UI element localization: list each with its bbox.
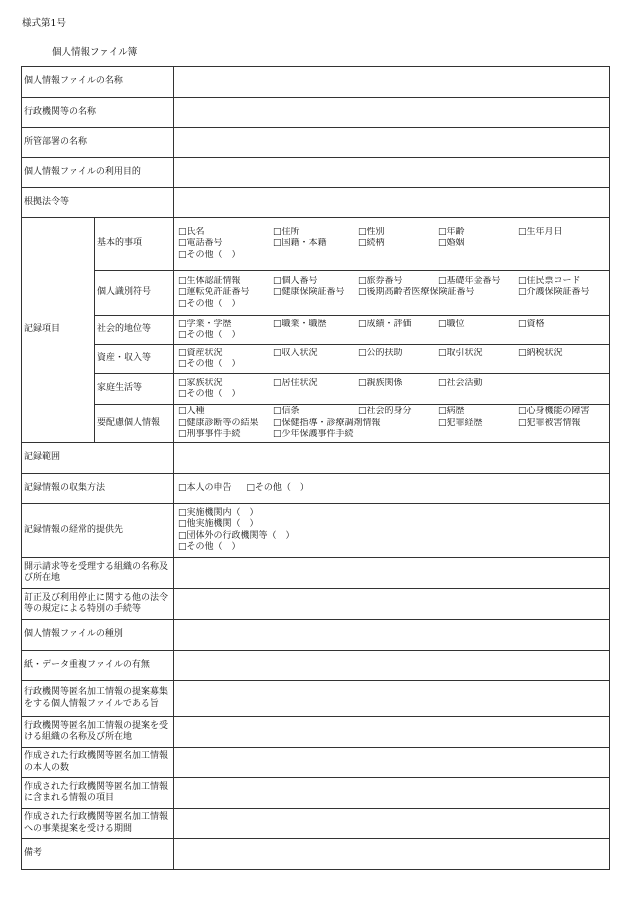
checkbox-option[interactable]: □犯罪経歴: [438, 417, 483, 428]
field-department[interactable]: [174, 128, 610, 158]
checkbox-option[interactable]: □成績・評価: [358, 318, 412, 329]
table-row: [22, 345, 610, 374]
table-row: [22, 504, 610, 558]
row-label-legal-basis: 根拠法令等: [22, 188, 174, 218]
field-file-type[interactable]: [174, 620, 610, 651]
checkbox-option[interactable]: □社会的身分: [358, 406, 412, 417]
row-label-purpose: 個人情報ファイルの利用目的: [22, 158, 174, 188]
category-label-basic: 基本的事項: [95, 218, 174, 271]
row-label-department: 所管部署の名称: [22, 128, 174, 158]
options-family: [174, 374, 610, 405]
checkbox-option[interactable]: □刑事事件手続: [178, 429, 241, 440]
checkbox-option[interactable]: □信条: [273, 406, 300, 417]
row-label-anon-proposal-org: 行政機関等匿名加工情報の提案を受ける組織の名称及び所在地: [22, 717, 174, 748]
checkbox-option[interactable]: □生年月日: [518, 226, 563, 237]
options-basic: [174, 218, 610, 271]
table-row: [22, 128, 610, 158]
field-agency-name[interactable]: [174, 98, 610, 128]
table-row: [22, 651, 610, 681]
checkbox-option[interactable]: □収入状況: [273, 347, 318, 358]
checkbox-option[interactable]: □健康診断等の結果: [178, 417, 259, 428]
checkbox-option[interactable]: □生体認証情報: [178, 275, 241, 286]
row-label-record-scope: 記録範囲: [22, 443, 174, 474]
checkbox-option[interactable]: □犯罪被害情報: [518, 417, 581, 428]
field-disclosure-org[interactable]: [174, 558, 610, 589]
table-row: [22, 839, 610, 870]
checkbox-option[interactable]: □少年保護事件手続: [273, 429, 354, 440]
checkbox-option[interactable]: □資格: [518, 318, 545, 329]
checkbox-option[interactable]: □職位: [438, 318, 465, 329]
category-label-identifier: 個人識別符号: [95, 271, 174, 316]
table-row: [22, 778, 610, 809]
row-label-disclosure-org: 開示請求等を受理する組織の名称及び所在地: [22, 558, 174, 589]
checkbox-option[interactable]: □心身機能の障害: [518, 406, 590, 417]
row-label-file-type: 個人情報ファイルの種別: [22, 620, 174, 651]
field-record-scope[interactable]: [174, 443, 610, 474]
checkbox-option[interactable]: □その他（ ）: [178, 330, 241, 340]
checkbox-option[interactable]: □納税状況: [518, 347, 563, 358]
field-anon-proposal-file[interactable]: [174, 681, 610, 717]
form-number: 様式第1号: [22, 18, 67, 29]
checkbox-option[interactable]: □職業・職歴: [273, 318, 327, 329]
checkbox-option[interactable]: □その他（ ）: [246, 482, 309, 493]
options-sensitive: [174, 405, 610, 443]
table-row: [22, 717, 610, 748]
checkbox-option[interactable]: □その他（ ）: [178, 389, 241, 399]
row-label-regular-recipients: 記録情報の経常的提供先: [22, 504, 174, 558]
checkbox-option[interactable]: □基礎年金番号: [438, 275, 501, 286]
table-row: [22, 681, 610, 717]
checkbox-option[interactable]: □他実施機関（ ）: [178, 519, 259, 529]
field-anon-period[interactable]: [174, 809, 610, 839]
checkbox-option[interactable]: □資産状況: [178, 347, 223, 358]
category-label-sensitive: 要配慮個人情報: [95, 405, 174, 443]
field-purpose[interactable]: [174, 158, 610, 188]
checkbox-option[interactable]: □個人番号: [273, 275, 318, 286]
row-label-record-items: 記録項目: [22, 218, 95, 443]
field-remarks[interactable]: [174, 839, 610, 870]
checkbox-option[interactable]: □病歴: [438, 406, 465, 417]
checkbox-option[interactable]: □居住状況: [273, 377, 318, 388]
table-row: [22, 98, 610, 128]
field-anon-items[interactable]: [174, 778, 610, 809]
table-row: [22, 620, 610, 651]
table-row: [22, 158, 610, 188]
category-label-social: 社会的地位等: [95, 316, 174, 345]
checkbox-option[interactable]: □性別: [358, 226, 385, 237]
checkbox-option[interactable]: □取引状況: [438, 347, 483, 358]
checkbox-option[interactable]: □その他（ ）: [178, 542, 241, 552]
row-label-paper-data-dup: 紙・データ重複ファイルの有無: [22, 651, 174, 681]
checkbox-option[interactable]: □その他（ ）: [178, 249, 241, 260]
field-file-name[interactable]: [174, 67, 610, 98]
row-label-file-name: 個人情報ファイルの名称: [22, 67, 174, 98]
table-row: [22, 474, 610, 504]
checkbox-option[interactable]: □保健指導・診療調剤情報: [273, 417, 381, 428]
personal-info-file-register-table: [21, 66, 610, 870]
row-label-special-procedure: 訂正及び利用停止に関する他の法令等の規定による特別の手続等: [22, 589, 174, 620]
checkbox-option[interactable]: □団体外の行政機関等（ ）: [178, 530, 295, 541]
row-label-anon-items: 作成された行政機関等匿名加工情報に含まれる情報の項目: [22, 778, 174, 809]
field-paper-data-dup[interactable]: [174, 651, 610, 681]
category-label-family: 家庭生活等: [95, 374, 174, 405]
field-legal-basis[interactable]: [174, 188, 610, 218]
table-row: [22, 589, 610, 620]
checkbox-option[interactable]: □家族状況: [178, 377, 223, 388]
row-label-anon-proposal-file: 行政機関等匿名加工情報の提案募集をする個人情報ファイルである旨: [22, 681, 174, 717]
checkbox-option[interactable]: □旅券番号: [358, 275, 403, 286]
checkbox-option[interactable]: □本人の申告: [178, 482, 232, 493]
checkbox-option[interactable]: □人種: [178, 406, 205, 417]
options-assets: [174, 345, 610, 374]
row-label-collection-method: 記録情報の収集方法: [22, 474, 174, 504]
table-row: [22, 558, 610, 589]
row-label-agency-name: 行政機関等の名称: [22, 98, 174, 128]
checkbox-option[interactable]: □学業・学歴: [178, 318, 232, 329]
checkbox-option[interactable]: □その他（ ）: [178, 298, 241, 309]
options-identifier: [174, 271, 610, 316]
checkbox-option[interactable]: □続柄: [358, 238, 385, 249]
checkbox-option[interactable]: □年齢: [438, 226, 465, 237]
table-row: [22, 809, 610, 839]
checkbox-option[interactable]: □後期高齢者医療保険証番号: [358, 287, 475, 298]
row-label-remarks: 備考: [22, 839, 174, 870]
checkbox-option[interactable]: □公的扶助: [358, 347, 403, 358]
field-anon-proposal-org[interactable]: [174, 717, 610, 748]
checkbox-option[interactable]: □健康保険証番号: [273, 287, 345, 298]
row-label-anon-period: 作成された行政機関等匿名加工情報への事業提案を受ける期間: [22, 809, 174, 839]
field-anon-person-count[interactable]: [174, 748, 610, 778]
checkbox-option[interactable]: □電話番号: [178, 238, 223, 249]
table-row: [22, 443, 610, 474]
table-row: [22, 218, 610, 271]
table-row: [22, 67, 610, 98]
checkbox-option[interactable]: □住所: [273, 226, 300, 237]
checkbox-option[interactable]: □国籍・本籍: [273, 238, 327, 249]
checkbox-option[interactable]: □その他（ ）: [178, 359, 241, 369]
table-row: [22, 748, 610, 778]
table-row: [22, 271, 610, 316]
checkbox-option[interactable]: □社会活動: [438, 377, 483, 388]
options-regular-recipients: [174, 504, 610, 558]
category-label-assets: 資産・収入等: [95, 345, 174, 374]
checkbox-option[interactable]: □氏名: [178, 226, 205, 237]
table-row: [22, 188, 610, 218]
field-special-procedure[interactable]: [174, 589, 610, 620]
checkbox-option[interactable]: □親族関係: [358, 377, 403, 388]
checkbox-option[interactable]: □住民票コード: [518, 275, 581, 286]
checkbox-option[interactable]: □実施機関内（ ）: [178, 507, 259, 518]
table-row: [22, 374, 610, 405]
options-social: [174, 316, 610, 345]
checkbox-option[interactable]: □婚姻: [438, 238, 465, 249]
document-title: 個人情報ファイル簿: [52, 47, 138, 58]
checkbox-option[interactable]: □運転免許証番号: [178, 287, 250, 298]
table-row: [22, 316, 610, 345]
checkbox-option[interactable]: □介護保険証番号: [518, 287, 590, 298]
table-row: [22, 405, 610, 443]
row-label-anon-person-count: 作成された行政機関等匿名加工情報の本人の数: [22, 748, 174, 778]
options-collection-method: [174, 474, 610, 504]
